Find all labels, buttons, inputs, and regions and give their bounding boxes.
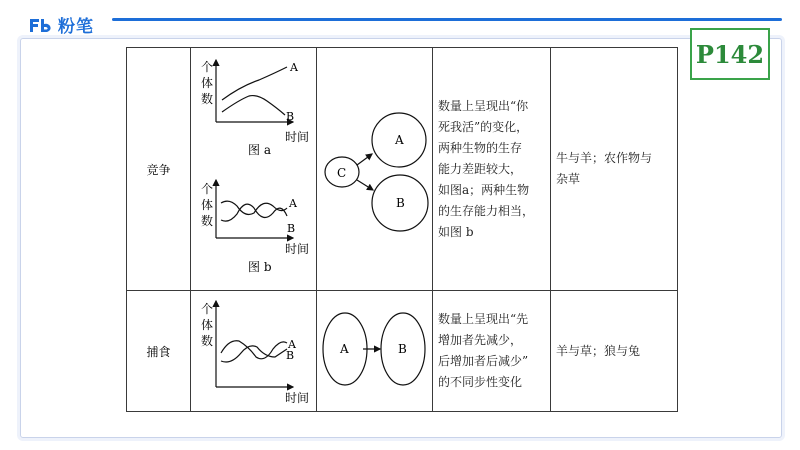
curve-b	[222, 96, 285, 115]
graph-b	[201, 180, 309, 274]
fenbi-logo-icon	[28, 16, 54, 34]
y-axis-label-char: 体	[201, 318, 214, 332]
x-axis-label: 时间	[285, 130, 310, 144]
competition-graphs	[191, 48, 316, 286]
description-line: 数量上呈现出“先	[438, 312, 529, 326]
curve-label-a: A	[288, 338, 296, 351]
description-line: 增加者先减少，	[438, 333, 523, 347]
examples-cell	[551, 48, 678, 291]
curve-label-b: B	[286, 110, 295, 123]
predation-diagram	[317, 291, 432, 407]
description-line: 能力差距较大，	[438, 161, 523, 176]
description-line: 后增加者后减少”	[438, 354, 529, 368]
graph-caption: 图 b	[248, 260, 272, 274]
example-line: 牛与羊；农作物与	[556, 151, 653, 165]
page-number-badge: P142	[690, 28, 770, 80]
relation-diagram-cell	[317, 48, 433, 291]
description-line: 的不同步性变化	[438, 375, 523, 389]
curve-label-a: A	[290, 61, 298, 74]
competition-diagram	[317, 48, 432, 286]
description-line: 的生存能力相当，	[438, 203, 535, 218]
y-axis-label-char: 体	[201, 76, 214, 90]
description-cell	[433, 291, 551, 412]
y-axis-label-char: 数	[201, 334, 214, 348]
curve-a	[222, 67, 287, 100]
population-graphs-cell	[191, 291, 317, 412]
graph-a	[201, 60, 309, 157]
y-axis-label-char: 个	[201, 60, 214, 74]
table-row-predation	[127, 291, 678, 412]
description-line: 数量上呈现出“你	[438, 98, 529, 113]
description-line: 如图 b	[438, 224, 474, 239]
y-axis-label-char: 数	[201, 214, 214, 228]
example-line: 羊与草；狼与兔	[556, 343, 641, 358]
relation-name: 竞争	[127, 48, 191, 291]
curve-label-a: A	[289, 197, 297, 210]
graph-caption: 图 a	[248, 143, 271, 157]
arrow-c-to-a	[357, 154, 372, 165]
node-label-a: A	[395, 133, 404, 147]
examples-cell	[551, 291, 678, 412]
description-line: 两种生物的生存	[438, 140, 523, 155]
curve-label-b: B	[287, 222, 296, 235]
y-axis-label-char: 个	[201, 302, 214, 316]
y-axis-label-char: 数	[201, 92, 214, 106]
y-axis-label-char: 个	[201, 182, 214, 196]
header-rule	[112, 18, 782, 21]
curve-label-b: B	[286, 349, 295, 362]
interspecies-relation-table	[126, 47, 678, 412]
y-axis-label-char: 体	[201, 198, 214, 212]
node-label-c: C	[337, 166, 347, 180]
node-label-b: B	[398, 342, 407, 356]
node-label-b: B	[396, 196, 405, 210]
relation-name: 捕食	[127, 291, 191, 412]
arrow-c-to-b	[357, 180, 373, 190]
x-axis-label: 时间	[285, 242, 310, 256]
example-line: 杂草	[556, 172, 581, 186]
predation-graph	[191, 291, 316, 407]
table-row-competition	[127, 48, 678, 291]
brand-logo	[28, 12, 94, 37]
description-line: 如图a；两种生物	[438, 182, 530, 197]
description-line: 死我活”的变化，	[438, 119, 529, 134]
brand-name: 粉笔	[58, 17, 94, 37]
x-axis-label: 时间	[285, 391, 310, 405]
description-cell	[433, 48, 551, 291]
node-label-a: A	[340, 342, 349, 356]
relation-diagram-cell	[317, 291, 433, 412]
population-graphs-cell	[191, 48, 317, 291]
